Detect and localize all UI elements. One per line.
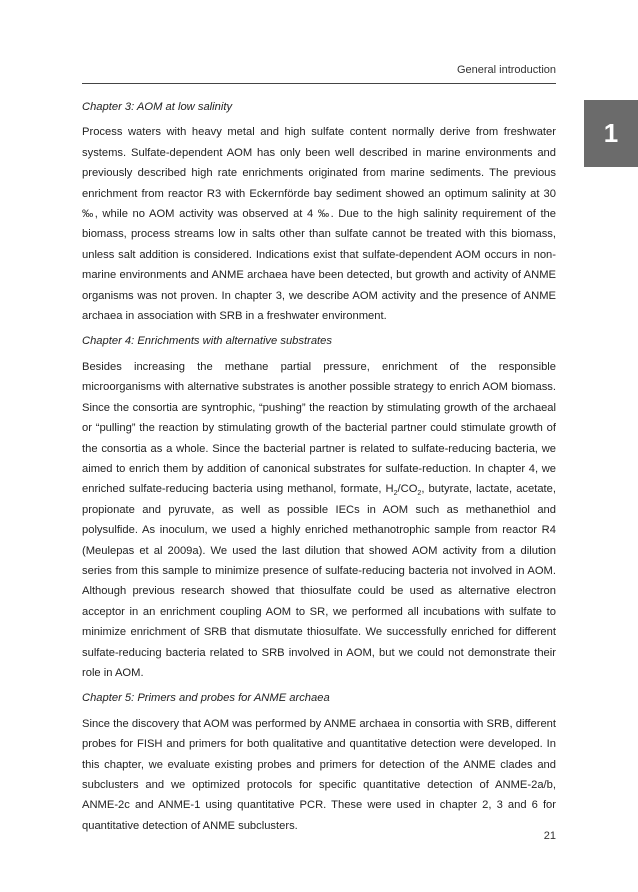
section-paragraph-chapter-5: Since the discovery that AOM was performed by ANME archaea in consortia with SRB, different probes for FISH and primers for both qualitative and quantitative detection were developed. In this chapter, we evaluate existing probes and primers for detection of the ANME clades and subclusters and we optimized protocols for specific quantitative detection of ANME-2a/b, ANME-2c and ANME-1 using quantitative PCR. These were used in chapter 2, 3 and 6 for quantitative detection of ANME subclusters.: [82, 717, 556, 832]
chapter-tab: 1: [584, 100, 638, 167]
paragraph-text-part: , butyrate, lactate, acetate, propionate and pyruvate, as well as possible IECs in AOM such as methanethiol and polysulfide. As inoculum, we used a highly enriched methanotrophic sample from reactor R4 (Meulepas et al 2009a). We used the last dilution that showed AOM activity from a dilution series from this sample to minimize presence of sulfate-reducing bacteria not involved in AOM. Although previous research showed that thiosulfate could be used as alternative electron acceptor in an enrichment coupling AOM to SR, we performed all incubations with sulfate to minimize enrichment of SRB that dismutate thiosulfate. We successfully enriched for different sulfate-reducing bacteria related to SRB involved in AOM, but we could not demonstrate their role in AOM.: [82, 483, 556, 679]
paragraph-text-part: Besides increasing the methane partial pressure, enrichment of the responsible microorganisms with alternative substrates is another possible strategy to enrich AOM biomass. Since the consortia are syntrophic, “pushing” the reaction by stimulating growth of the archaeal or “pulling” the reaction by stimulating growth of the bacterial partner could stimulate growth of the consortia as a whole. Since the bacterial partner is related to sulfate-reducing bacteria, we aimed to enrich them by addition of canonical substrates for sulfate-reduction. In chapter 4, we enriched sulfate-reducing bacteria using methanol, formate, H: [82, 360, 556, 496]
subscript-h2: 2: [393, 490, 398, 498]
section-heading-chapter-5: Chapter 5: Primers and probes for ANME archaea: [82, 692, 330, 705]
header-divider: [82, 83, 556, 84]
paragraph-text-part: /CO: [397, 483, 418, 496]
section-heading-chapter-3: Chapter 3: AOM at low salinity: [82, 101, 233, 113]
section-paragraph-chapter-3: Process waters with heavy metal and high sulfate content normally derive from freshwater systems. Sulfate-dependent AOM has only been well described in marine environments and previously described high rate enrichments originated from marine sediments. The previous enrichment from reactor R3 with Eckernförde bay sediment showed an optimum salinity at 30 ‰, while no AOM activity was observed at 4 ‰. Due to the high salinity requirement of the biomass, process streams low in salts other than sulfate cannot be treated with this biomass, unless salt addition is considered. Indications exist that sulfate-dependent AOM occurs in non-marine environments and ANME archaea have been detected, but growth and activity of ANME organisms was not proven. In chapter 3, we describe AOM activity and the presence of ANME archaea in association with SRB in a freshwater environment.: [82, 126, 556, 323]
page-number: 21: [543, 830, 556, 842]
running-header: General introduction: [456, 64, 556, 76]
section-paragraph-chapter-4: [82, 357, 556, 684]
section-heading-chapter-4: Chapter 4: Enrichments with alternative substrates: [82, 335, 332, 348]
subscript-co2: 2: [417, 490, 422, 498]
page-body: [82, 97, 556, 841]
